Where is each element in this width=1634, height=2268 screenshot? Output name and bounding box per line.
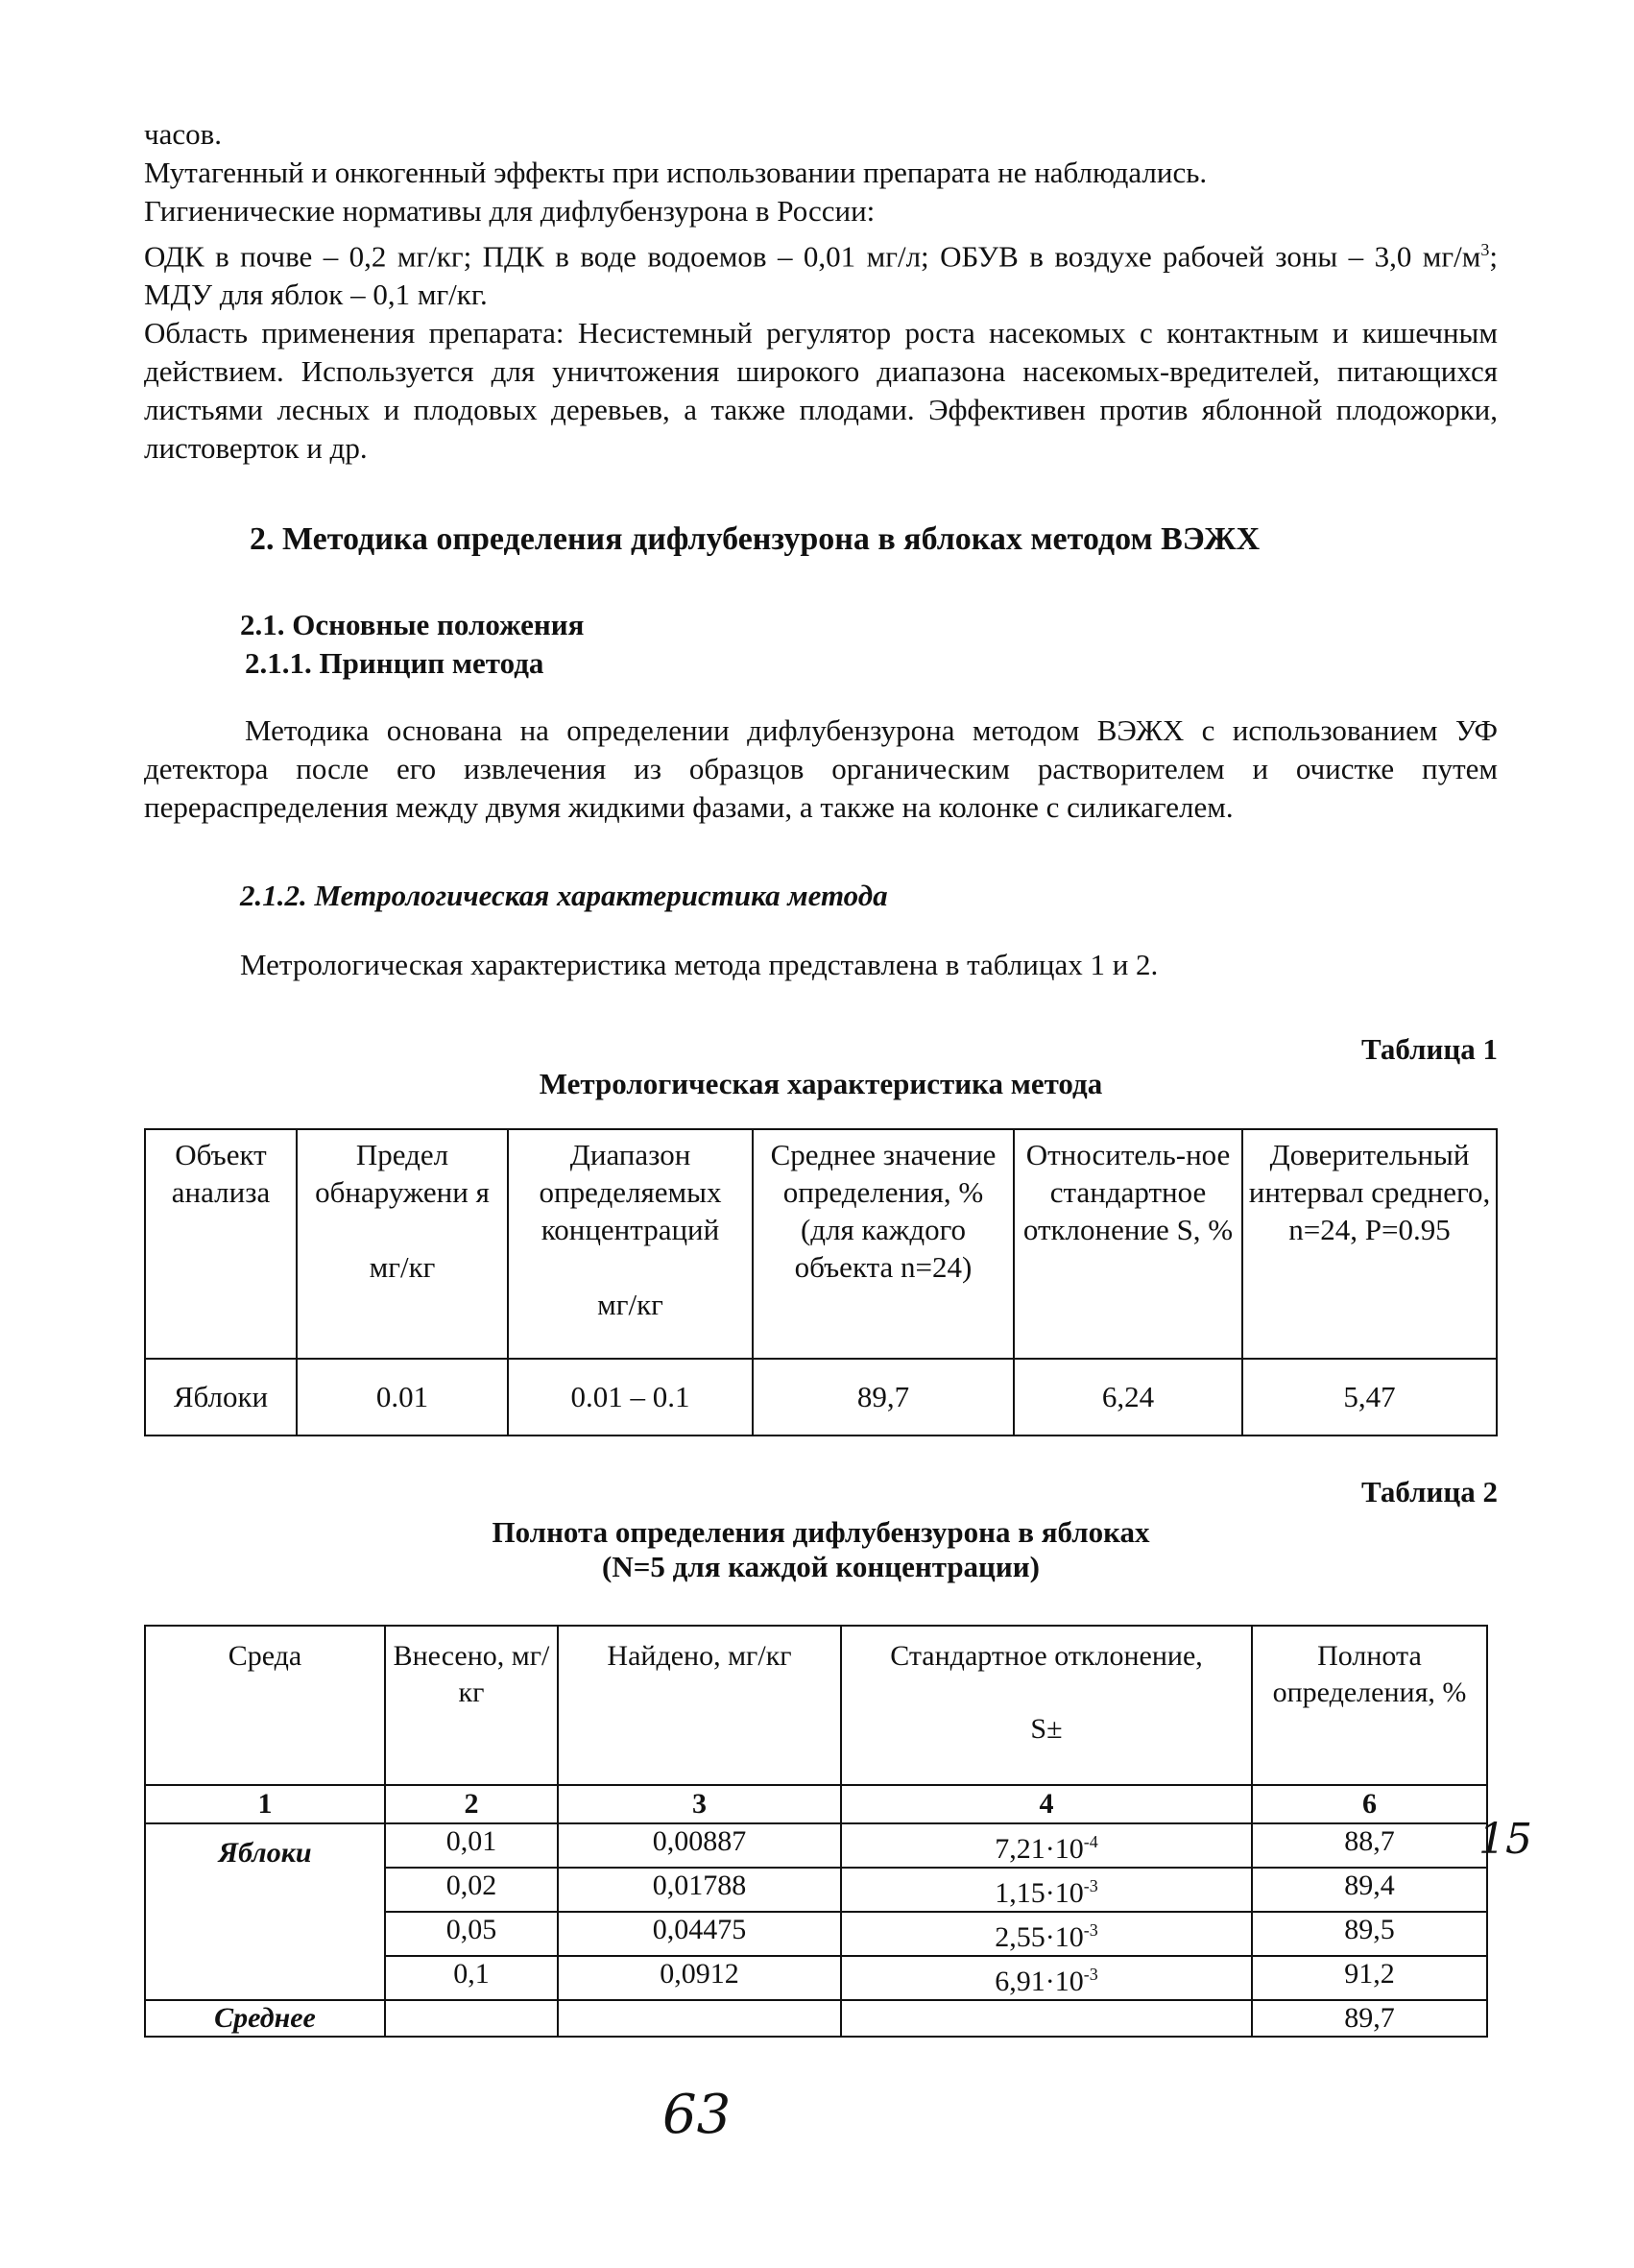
table2-cell: $7,21\cdot 10^{-4}$ [841,1823,1252,1868]
table2-cell: 0,0912 [558,1956,841,2000]
table2-header-cell: Среда [145,1626,385,1785]
table2-header-cell: Стандартное отклонение, S± [841,1626,1252,1785]
table2-cell: $6,91\cdot 10^{-3}$ [841,1956,1252,2000]
table1-cell: 5,47 [1242,1359,1497,1436]
table2-mean-row [145,2000,1487,2037]
table2-header-cell: Внесено, мг/кг [385,1626,558,1785]
document-page [144,115,1498,2038]
table2-cell: 0,01788 [558,1868,841,1912]
intro-line-1: часов. [144,117,222,151]
metrology-text: Метрологическая характеристика метода представлена в таблицах 1 и 2. [240,948,1159,982]
hygienic-norms: ОДК в почве – 0,2 мг/кг; ПДК в воде водоемов – 0,01 мг/л; ОБУВ в воздухе рабочей зоны – 3,0 $мг/м^3$; МДУ для яблок – 0,1 мг/кг. [144,239,1498,312]
table2-cell: 0,00887 [558,1823,841,1868]
table1-header-cell: Среднее значение определения, % (для каждого объекта n=24) [753,1129,1014,1359]
table-row [145,1823,1487,1868]
table1-label: Таблица 1 [1361,1032,1498,1067]
table1-header-cell: Предел обнаружени я мг/кг [297,1129,508,1359]
table2-col-number: 4 [841,1785,1252,1823]
page-number: 63 [662,2084,732,2146]
table2-cell: 0,1 [385,1956,558,2000]
table2-col-number: 6 [1252,1785,1487,1823]
table2-cell [841,2000,1252,2037]
table1-row [145,1359,1497,1436]
table1-cell: 6,24 [1014,1359,1242,1436]
table2-header-row [145,1626,1487,1785]
section-2-1-title: 2.1. Основные положения [240,608,585,642]
table2-header-cell: Найдено, мг/кг [558,1626,841,1785]
table1-header-cell: Диапазон определяемых концентраций мг/кг [508,1129,753,1359]
table2-cell: 0,05 [385,1912,558,1956]
table1-cell: 89,7 [753,1359,1014,1436]
application-scope: Область применения препарата: Несистемный регулятор роста насекомых с контактным и кишечным действием. Используется для уничтожения широкого диапазона насекомых-вредителей, питающихся листьями лесных и плодовых деревьев, а также плодами. Эффективен против яблонной плодожорки, листоверток и др. [144,316,1498,466]
table2-cell: 89,4 [1252,1868,1487,1912]
handwritten-note: 15 [1478,1815,1532,1864]
table2-caption-1: Полнота определения дифлубензурона в яблоках [492,1515,1150,1550]
table1-cell: Яблоки [145,1359,297,1436]
table2 [144,1625,1488,2038]
intro-line-3: Гигиенические нормативы для дифлубензурона в России: [144,194,876,228]
table2-cell: 89,5 [1252,1912,1487,1956]
table2-label: Таблица 2 [1361,1475,1498,1509]
table1 [144,1128,1498,1436]
table2-cell: $1,15\cdot 10^{-3}$ [841,1868,1252,1912]
table2-cell: 0,01 [385,1823,558,1868]
table1-header-row [145,1129,1497,1359]
intro-line-2: Мутагенный и онкогенный эффекты при использовании препарата не наблюдались. [144,156,1208,189]
table2-cell: 0,02 [385,1868,558,1912]
table2-caption-2: (N=5 для каждой концентрации) [602,1550,1040,1584]
table1-header-cell: Объект анализа [145,1129,297,1359]
section-2-1-1-title: 2.1.1. Принцип метода [245,646,544,681]
table2-mean-value: 89,7 [1252,2000,1487,2037]
section-2-1-2-title: 2.1.2. Метрологическая характеристика метода [240,879,888,913]
table1-cell: 0.01 – 0.1 [508,1359,753,1436]
table2-number-row [145,1785,1487,1823]
table2-cell: 88,7 [1252,1823,1487,1868]
table2-cell: 91,2 [1252,1956,1487,2000]
table2-header-cell: Полнота определения, % [1252,1626,1487,1785]
table2-cell: $2,55\cdot 10^{-3}$ [841,1912,1252,1956]
table1-header-cell: Доверительный интервал среднего, n=24, P=0.95 [1242,1129,1497,1359]
table2-col-number: 2 [385,1785,558,1823]
table1-caption: Метрологическая характеристика метода [539,1067,1103,1101]
table2-col-number: 3 [558,1785,841,1823]
table2-mean-label: Среднее [145,2000,385,2037]
table1-cell: 0.01 [297,1359,508,1436]
table2-matrix: Яблоки [145,1823,385,2000]
table2-col-number: 1 [145,1785,385,1823]
table2-cell [558,2000,841,2037]
table2-cell: 0,04475 [558,1912,841,1956]
table2-cell [385,2000,558,2037]
section-2-title: 2. Методика определения дифлубензурона в яблоках методом ВЭЖХ [250,521,1261,558]
table1-header-cell: Относитель-ное стандартное отклонение S, % [1014,1129,1242,1359]
method-principle-text: Методика основана на определении дифлубензурона методом ВЭЖХ с использованием УФ детектора после его извлечения из образцов органическим растворителем и очистке путем перераспределения между двумя жидкими фазами, а также на колонке с силикагелем. [144,713,1498,825]
